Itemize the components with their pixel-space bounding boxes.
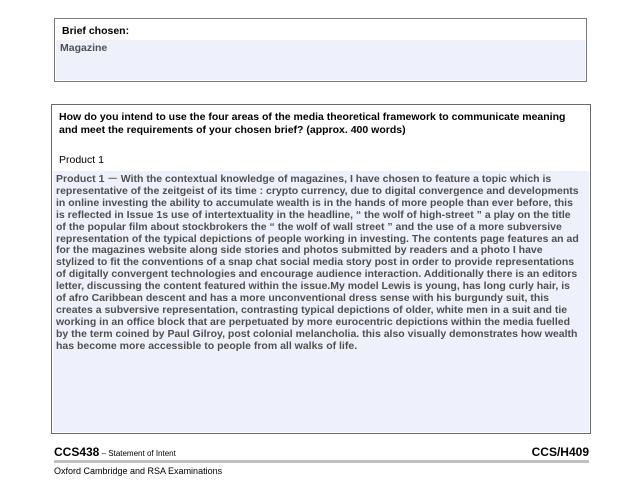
footer-subtitle: – Statement of Intent bbox=[99, 449, 176, 458]
brief-label: Brief chosen: bbox=[62, 25, 130, 37]
question-text: How do you intend to use the four areas of the media theoretical framework to communicate meaning and meet the requirements of your chosen brief? (approx. 400 words) bbox=[59, 111, 566, 136]
brief-value: Magazine bbox=[60, 42, 108, 54]
product-label: Product 1 bbox=[59, 154, 104, 166]
answer-text: Product 1 － With the contextual knowledge of magazines, I have chosen to feature a topic which is representative of the zeitgeist of its time : crypto currency, due to digital convergence and developments in online investing the ability to accumulate wealth is in the hands of more people than ever before, this is reflected in Issue 1s use of intertextuality in the headline, “ the wolf of high-street ” a play on the title of the popular film about stockbrokers the “ the wolf of wall street ” and the use of a more subversive representation of the typical depictions of people working in investing. The contents page features an ad for the magazines website along side stories and photos submitted by readers and a photo I have stylized to fit the conventions of a snap chat social media story post in order to provide representations of digitally convergent technologies and encourage audience interaction. Additionally there is an editors letter, discussing the content featured within the issue.My model Lewis is young, has long curly hair, is of afro Caribbean descent and has a more unconventional dress sense with his burgundy suit, this creates a subversive representation, contrasting typical depictions of older, white men in a suit and tie working in an office block that are perpetuated by more eurocentric depictions within the media fuelled by the term coined by Paul Gilroy, post colonial melancholia. this also visually demonstrates how wealth has become more accessible to people from all walks of life. bbox=[56, 173, 579, 352]
brief-field[interactable] bbox=[56, 40, 585, 80]
footer-unit bbox=[54, 445, 176, 459]
answer-field[interactable] bbox=[53, 171, 589, 432]
brief-section bbox=[54, 18, 587, 82]
footer-code: CCS438 bbox=[54, 445, 100, 459]
footer-org: Oxford Cambridge and RSA Examinations bbox=[54, 466, 223, 476]
footer-spec: CCS/H409 bbox=[531, 445, 589, 459]
question-section bbox=[51, 104, 591, 434]
footer-divider bbox=[54, 460, 589, 463]
